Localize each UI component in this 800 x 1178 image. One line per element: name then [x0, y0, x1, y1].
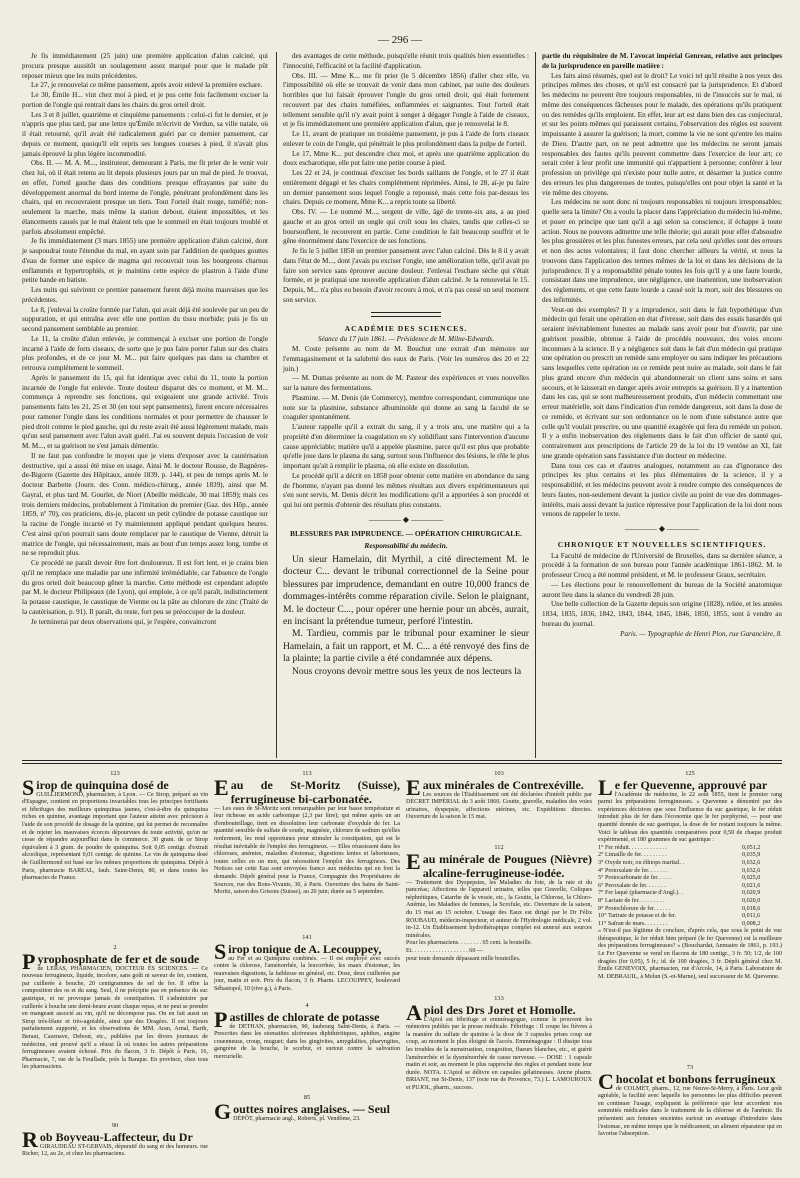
ad-number: 90 [111, 1122, 119, 1129]
advertisement-c2 [406, 844, 592, 992]
ad-drop-cap: S [214, 938, 227, 964]
ad-title: Rob Boyveau-Laffecteur, du Dr [22, 1126, 193, 1152]
paragraph: L'auteur rappelle qu'il a extrait du sang, il y a trois ans, une matière qui a la propriété d'en déterminer la coagulation en s'y solidifiant sans l'intervention d'aucune cause appréciable; matière qu'il a appelée plasmine, parce qu'il est plus que probable qu'elle joue dans le plasma du sang, surtout sous l'influence des lésions, le rôle le plus important qu'ait à remplir le plasma, où elle existe en dissolution. [283, 423, 529, 470]
paragraph: Les nuits qui suivirent ce premier pansement furent déjà moins mauvaises que les précédentes. [22, 286, 268, 304]
ad-body: de DETHAN, pharmacien, 90, faubourg Saint-Denis, à Paris. — Prescrites dans les stomatites ulcéreuses diphthéritiques, aphthes, angine couenneuse, croup, muguet; dans les gingivites, amygdalites, pharyngites, gangrène de la bouche, le scorbut, et surtout contre la salivation mercurielle. [214, 1023, 400, 1060]
paragraph: M. Tardieu, commis par le tribunal pour examiner le sieur Hamelain, a fait un rapport, et M. C... a été renvoyé des fins de la plainte; la partie civile a été condamnée aux dépens. [283, 628, 529, 665]
table-row [598, 913, 782, 921]
table-cell: 0,020,0 [742, 897, 761, 904]
column-2 [283, 52, 529, 678]
table-cell: 4° Protoxalate de fer. . . . . . . [598, 867, 668, 874]
ad-title: Eau de St-Moritz (Suisse), ferrugineuse bi-carbonatée. [214, 774, 400, 806]
paragraph: Veut-on des exemples? Il y a imprudence, soit dans le fait hypothétique d'un médecin qui ferait une opération en état d'ivresse, soit dans des essais hasardés qui seraient inévitablement funestes au malade sans avoir pour but d'ouvrir, par une guérison possible, obtenue à l'aide de procédés nouveaux, des voies encore inconnues à la science. Il y a négligence soit dans le fait d'un médecin qui pratique une opération ou prescrit un remède sans employer ou sans indiquer les précautions sans lesquelles cette opération ou ce remède peut nuire au malade, soit dans le fait plus grand encore d'un médecin qui abandonnerait un client sans soins et sans secours, et le laisserait en danger après avoir entrepris sa guérison. Il y a inattention dans les cas, qui se sont malheureusement produits, d'un médecin commettant une erreur matérielle, soit dans l'indication d'un remède dangereux, soit dans la dose de ce remède, et écrivant sur son ordonnance ou le nom d'une substance autre que celle qu'il voulait prescrire, ou une quantité exagérée qui fera du remède un poison. Il y a enfin inobservation des règlements dans le fait d'un officier de santé qui, contrairement aux prescriptions de l'article 29 de la loi du 19 ventôse an XI, fait une grande opération sans l'assistance d'un docteur en médecine. [542, 305, 782, 460]
ad-number: 123 [110, 770, 120, 777]
ad-price-line: pour toute demande dépassant mille bouteilles. [406, 955, 521, 962]
ad-number: 125 [685, 770, 695, 777]
paragraph: Le 8, j'enlevai la croûte formée par l'alun, qui avait déjà été soulevée par un peu de suppuration, et qui entraîna avec elle une portion du tissu morbide; puis je fis un second pansement semblable au premier. [22, 305, 268, 333]
paragraph: — M. Dumas présente au nom de M. Pasteur des expériences et vues nouvelles sur la nature des fermentations. [283, 374, 529, 392]
table-row [598, 868, 782, 876]
chronique-heading: CHRONIQUE ET NOUVELLES SCIENTIFIQUES. [557, 539, 767, 549]
paragraph: Ce procédé ne paraît devoir être fort douloureux. Il est fort lent, et je crains bien qu'il ne remplace une maladie par une infirmité irrémédiable, car l'absence de l'ongle du gros orteil doit beaucoup gêner la marche. Cette méthode est cependant adoptée par M. le docteur Philipeaux (de Lyon), qui emploie, à ce qu'il paraît, indistinctement la potasse caustique, le caustique de Vienne ou la pâte au chlorure de zinc (Traité de la cautérisation, p. 91). Il paraît, du reste, fort peu se préoccuper de la douleur. [22, 559, 268, 616]
ad-body: au Fer et au Quinquina combinés. — Il est employé avec succès contre la chlorose, l'aménorrhée, la leucorrhée, les maux d'estomac, les mauvaises digestions, la faiblesse en général, etc. Dose, deux cuillerées par jour, matin et soir. Prix du flacon, 3 fr. Pharm. LECOUPPEY, boulevard Sébastopol, 10 (rive g.), à Paris. [214, 955, 400, 992]
table-cell: 11° Safran de mars. . . . . . . . [598, 920, 668, 927]
section-divider: ———— ◆ ———— [624, 524, 700, 533]
ad-drop-cap: P [214, 1006, 228, 1032]
ad-title: Chocolat et bonbons ferrugineux [598, 1068, 776, 1094]
advertisement-a2 [22, 944, 208, 1119]
paragraph: Le 30, Émile H... vint chez moi à pied, et je pus cette fois facilement exciser la portion de l'ongle qui rentrait dans les chairs du gros orteil droit. [22, 91, 268, 109]
advertisement-a1 [22, 770, 208, 940]
blessures-subheading: Responsabilité du médecin. [364, 541, 448, 551]
ad-drop-cap: P [22, 948, 36, 974]
advertisement-d2 [598, 1064, 782, 1172]
ad-price-line: Pour les pharmaciens. . . . . . . . 65 cent. la bouteille. [406, 940, 533, 947]
academie-text [283, 345, 529, 511]
ad-number: 141 [302, 934, 312, 941]
paragraph: Le 11, la croûte d'alun enlevée, je commençai à exciser une portion de l'ongle incarné à l'aide de forts ciseaux, de sorte que je pus faire porter l'alun sur des chairs plus profondes, et de ce jour M. M... put faire quelques pas dans sa chambre et retrouva complétement le sommeil. [22, 334, 268, 372]
table-row [598, 898, 782, 906]
ornament-divider [283, 312, 529, 318]
ad-body: Les sources de l'Établissement ont été déclarées d'intérêt public par DÉCRET IMPÉRIAL du 3 août 1860. Goutte, gravelle, maladies des voies urinaires, dyspepsie, affections utérines, etc. Expéditions directes. Ouverture de la saison le 15 mai. [406, 791, 592, 821]
ad-body: — Traitement des Dyspepsies, les Maladies du foie, de la rate et du pancréas; Affections de l'appareil urinaire, telles que Gravelle, Coliques néphrétiques, Catarrhe de la vessie, etc., la Goutte, la Chlorose, la Chloro-Anémie, les Maladies de femmes, la Scrofule, etc. Ouverture de la saison, du 15 mai au 15 octobre. L'usage des Eaux est dirigé par le Dr Félix ROUBAUD, médecin-inspecteur, et auteur de l'Hydrologie médicale, 2 vol. in-12. Un Établissement hydrothérapique complet est annexé aux sources minérales. [406, 879, 592, 939]
seance-line: Séance du 17 juin 1861. — Présidence de M. Milne-Edwards. [317, 335, 495, 344]
table-cell: 2° Limaille de fer. . . . . . . . . [598, 852, 667, 859]
paragraph: Obs. II. — M. A. M..., instituteur, demeurant à Paris, me fit prier de le venir voir chez lui, où il était retenu au lit depuis plusieurs jours par un mal de pied. Je trouvai, en effet, l'orteil gauche dans des conditions presque effrayantes par suite du développement anormal du bord interne de l'ongle, pénétrant profondément dans les chairs, qui en recouvraient presque un tiers. Tout l'orteil était rouge, tuméfié; non-seulement la marche, mais même la station debout, étaient impossibles, et les élancements causés par le mal étaient tels que le sommeil en était toujours troublé et parfois absolument empêché. [22, 159, 268, 236]
table-cell: 1° Fer réduit. . . . . . . . . . . . . [598, 844, 667, 851]
advertisement-c3 [406, 995, 592, 1173]
paragraph: Obs. IV. — Le nommé M..., sergent de ville, âgé de trente-six ans, a au pied gauche et au gros orteil un ongle qui croît sous les chairs, tandis que celles-ci se boursouflent, le recouvrent en partie. Cette condition le fait beaucoup souffrir et le gêne énormément dans l'exercice de ses fonctions. [283, 208, 529, 246]
ad-number: 85 [303, 1094, 311, 1101]
ad-number: 103 [494, 770, 504, 777]
academie-heading: ACADÉMIE DES SCIENCES. [344, 323, 468, 333]
ads-top-rule-2 [22, 763, 782, 764]
paragraph: — Les élections pour le renouvellement du bureau de la Société anatomique auront lieu dans la séance du vendredi 28 juin. [542, 580, 782, 599]
ad-body: de COLMET, pharm., 12, rue Neuve-St-Merry, à Paris. Leur goût agréable, la facilité avec laquelle les personnes les plus difficiles peuvent en continuer l'usage, expliquent la préférence que leur accordent nos sommités médicales dans le traitement de la chlorose et de l'anémie. Ils présentent aux femmes enceintes surtout un avantage d'introduire dans l'estomac, en même temps que le médicament, un aliment réparateur qui en favorise l'absorption. [598, 1085, 782, 1138]
ad-drop-cap: E [406, 848, 421, 874]
section-divider: ———— ◆ ———— [368, 514, 444, 524]
paragraph: Le procédé qu'il a décrit en 1858 pour obtenir cette matière en abondance du sang de l'homme, n'ayant pas donné les mêmes résultats aux divers expérimentateurs qui s'en sont servis, M. Denis décrit les modifications qu'il a apportées à son procédé et qui lui ont permis d'obtenir des résultats plus constants. [283, 471, 529, 509]
table-cell: 0,011,6 [742, 913, 761, 920]
table-cell: 5° Protocarbonate de fer. . . . . [598, 875, 671, 882]
advertisement-b1 [214, 770, 400, 930]
advertisement-b4 [214, 1094, 400, 1170]
chronique-text [542, 552, 782, 630]
advertisement-b3 [214, 1002, 400, 1090]
table-row [598, 890, 782, 898]
table-cell: 6° Peroxalate de fer. . . . . . . [598, 882, 666, 889]
table-cell: 0,021,6 [742, 882, 761, 889]
paragraph: Je fis le 5 juillet 1858 un premier pansement avec l'alun calciné. Dès le 8 il y avait dans l'état de M..., dont j'avais pu exciser l'ongle, une amélioration telle, qu'il avait pu faire son service sans éprouver aucune douleur. J'enlevai l'eschare sèche qui s'était formée, et je pratiquai une nouvelle application d'alun calciné. Je la renouvelai le 15. Depuis, M... n'a plus eu besoin d'avoir recours à moi, et n'a pas cessé un seul moment son service. [283, 247, 529, 304]
ad-title: Eaux minérales de Contrexéville. [406, 774, 584, 800]
advertisement-b2 [214, 934, 400, 998]
table-cell: 7° Fer laqué (pharmacie d'Angl.). . [598, 890, 683, 897]
table-cell: 0,018,6 [742, 905, 761, 912]
table-cell: 0,025,0 [742, 875, 761, 882]
ad-title: Pastilles de chlorate de potasse [214, 1006, 380, 1032]
column-divider [535, 52, 536, 758]
ads-top-rule [22, 760, 782, 761]
paragraph: Les 22 et 24, je continuai d'exciser les bords saillants de l'ongle, et le 27 il était entièrement dégagé et les chairs complétement réprimées. Ainsi, le 28, aï-je pu faire un dernier pansement sous lequel l'ongle a repoussé, mais cette fois par-dessus les chairs. Depuis ce moment, Mme K... a repris toute sa liberté. [283, 169, 529, 207]
table-cell: 0,032,6 [742, 859, 761, 866]
ad-title: Pyrophosphate de fer et de soude [22, 948, 200, 974]
advertisement-a3 [22, 1122, 208, 1172]
paragraph: Une belle collection de la Gazette depuis son origine (1828), reliée, et les années 1834, 1835, 1836, 1842, 1843, 1844, 1845, 1846, 1850, 1855, sont à vendre au bureau du journal. [542, 600, 782, 628]
paragraph: Je fis immédiatement (25 juin) une première application d'alun calciné, qui procura presque aussitôt un soulagement assez marqué pour que le malade pût reposer mieux que les nuits précédentes. [22, 52, 268, 80]
table-row [598, 875, 782, 883]
column-1-text [22, 52, 268, 627]
advertisement-d1 [598, 770, 782, 1060]
ad-title: Apiol des Drs Joret et Homolle. [406, 999, 576, 1025]
paragraph: Les médecins ne sont donc ni toujours responsables ni toujours irresponsables; quelle sera la limite? On a voulu la placer dans l'appréciation du médecin lui-même, et poser en principe que tant qu'il a agi selon sa conscience, il échappe à toute action. Nous ne pouvons admettre une telle théorie; qui aurait pour effet d'absoudre les plus grossières et les plus funestes erreurs, par cela seul qu'elles sont des erreurs et non des actes volontaires; il faut donc chercher ailleurs la vérité, et nous la trouvons dans l'application des termes mêmes de la loi et dans les décisions de la jurisprudence. Il y a responsabilité pénale toutes les fois qu'il y a une faute lourde, consistant dans une imprudence, une négligence, une inattention, une inobservation des règlements, et que cette faute lourde a causé soit la mort, soit des blessures ou des infirmités. [542, 198, 783, 304]
ad-title: Le fer Quevenne, approuvé par [598, 774, 768, 800]
iron-table [598, 845, 782, 929]
paragraph: Les 3 et 8 juillet, quatrième et cinquième pansements : celui-ci fut le dernier, et je n'appris que plus tard, par une lettre qu'Émile m'écrivit de Verdun, sa ville natale, où il était retourné, qu'il avait été radicalement guéri par ce dernier pansement, car depuis ce moment, quoiqu'il eût repris ses longues courses à pied, il n'avait plus jamais éprouvé la plus légère incommodité. [22, 110, 268, 158]
table-row [598, 906, 782, 914]
ad-number: 133 [494, 995, 504, 1002]
ad-body: de LERAS, PHARMACIEN, DOCTEUR ÈS SCIENCES. — Ce nouveau ferrugineux, liquide, incolore, sans goût ni saveur de fer, contient, par cuillerée à bouche, 20 centigrammes de sel de fer. Il offre la composition des os et du sang. Seul, il ne précipite pas en présence du suc gastrique, et ne provoque jamais de constipation. Il s'administre par cuillerée à bouche une demi-heure avant chaque repas, et ne peut se prendre en mangeant associé au vin, qu'il ne décompose pas. On en fait aussi un Sirop très-blanc et très-agréable, ainsi que des Dragées. Il est toujours parfaitement supporté, et les observations de MM. Aran, Arnal, Barth, Beraut, Cazenave, Debout, etc., publiées par les divers journaux de médecine, ont prouvé qu'il a réussi là où toutes les autres préparations ferrugineuses avaient échoué. Prix du flacon, 3 fr. Dépôt à Paris, 16, Pharmacie, 7, rue de la Feuillade, près la Banque. En province, chez tous les pharmaciens. [22, 965, 208, 1071]
ad-drop-cap: E [214, 774, 229, 800]
blessures-heading: BLESSURES PAR IMPRUDENCE. — OPÉRATION CHIRURGICALE. [290, 528, 522, 538]
paragraph: Je terminerai par deux observations qui, je l'espère, convaincront [31, 617, 217, 626]
advertisement-c1 [406, 770, 592, 840]
table-cell: 8° Lactate de fer. . . . . . . . . [598, 897, 665, 904]
ad-title: Eau minérale de Pougues (Nièvre) alcaline-ferrugineuse-iodée. [406, 848, 592, 880]
table-cell: 9° Protochlorure de fer. . . . . . [598, 905, 671, 912]
column-3 [542, 52, 782, 639]
paragraph: M. Coste présente au nom de M. Bouchut une extrait d'un mémoire sur l'emmagasinement et la salubrité des eaux de Paris. (Voir les numéros des 20 et 22 juin.) [283, 345, 529, 373]
table-row [598, 852, 782, 860]
ad-drop-cap: A [406, 999, 422, 1025]
ad-drop-cap: E [406, 774, 421, 800]
paragraph: Un sieur Hamelain, dit Myrthil, a cité directement M. le docteur C... devant le tribunal correctionnel de la Seine pour blessures par imprudence, demandant en outre 10,000 francs de dommages-intérêts comme réparation civile. Selon le plaignant, M. le docteur C..., pour opérer une hernie pour un abcès, aurait, en incisant la prétendue tumeur, perforé l'intestin. [283, 554, 529, 628]
paragraph: Le 17, Mme K... put descendre chez moi, et après une quatrième application du doux escharotique, elle put faire une petite course à pied. [283, 149, 529, 168]
table-cell: 10° Tartrate de potasse et de fer. [598, 913, 677, 920]
ad-price-line: Et. . . . . . . . . . . . . . . . . . . 60 — [406, 947, 484, 954]
ad-title: Sirop de quinquina dosé de [22, 774, 169, 800]
paragraph: Les faits ainsi résumés, quel est le droit? Le voici tel qu'il résulte à nos yeux des principes mêmes des choses, et qu'il est consacré par la jurisprudence. Et d'abord les médecins ne peuvent être toujours responsables, ni de l'insuccès sur le mal, ni même des conséquences fâcheuses pour le malade, des opérations qu'ils pratiquent ou des remèdes qu'ils emploient. En effet, leur art est dans bien des cas conjectural, et sur les points mêmes qui paraissent certains, l'observation des règles est souvent impuissante à assurer la guérison; la mort, comme la vie ne sont qu'entre les mains de Dieu. D'autre part, on ne peut admettre que les médecins ne seront jamais responsables des fautes qu'ils peuvent commettre dans l'exercice de leur art; ce serait créer à leur profit une immunité qui n'appartient à personne; conférer à leur profession un privilège qui n'existe pour nulle autre, et désarmer la justice contre des erreurs les plus dangereuses de toutes, puisqu'elles ont pour objet la santé et la vie même des citoyens. [542, 71, 782, 197]
ad-number: 113 [302, 770, 312, 777]
paragraph: des avantages de cette méthode, puisqu'elle réunit trois qualités bien essentielles : l'innocuité, l'efficacité et la facilité d'application. [283, 52, 529, 70]
ad-body-continued: « N'est-il pas légitime de conclure, d'après cela, que sous le point de vue thérapeutique, le fer réduit bien préparé (le fer Quevenne) est la meilleure des préparations ferrugineuses? » (Bouchardat, Annuaire de 1861, p. 193.) Le Fer Quevenne se vend en flacons de 180 centigr., 3 fr. 50; 1/2, de 100 dragées (fer 0,05), 5 fr.; id. de 100 dragées, 3 fr. Dépôt général chez M. Émile GENEVOIX, pharmacien, rue d'Arcole, 14, à Paris. Laboratoire de M. DEBRAUIL, à Melun (S.-et-Marne), seul successeur de M. Quevenne. [598, 928, 782, 980]
blessures-text [283, 554, 529, 678]
ad-drop-cap: S [22, 774, 35, 800]
column-divider [276, 52, 277, 758]
ad-number: 2 [113, 944, 117, 951]
paragraph: Il ne faut pas confondre le moyen que je viens d'exposer avec la cautérisation destructive, qui a aussi été mise en usage. Ainsi M. le docteur Rousse, de Bagnères-de-Bigorre (Gazette des Hôpitaux, année 1839, p. 144), et peu de temps après M. le docteur Barbette (Journ. des Conn. médico-chirurg., année 1839), ainsi que M. Gayral, et plus tard M. Gourlet, de Niort (Abeille médicale, 30 mai 1859); mais ces trois derniers médecins, probablement à l'imitation du premier (Gaz. des Hôp., année 1859, nº 70), ces praticiens, dis-je, placent un petit cylindre de potasse caustique sur la racine de l'ongle incarné et l'y maintiennent appliqué pendant quelques heures. C'est ainsi qu'on pourrait sans doute remplacer par le caustique de Vienne, détruit la matrice de l'ongle, qui nécessairement, mais au bout d'un temps assez long, tombe et ne se reproduit plus. [22, 451, 268, 558]
ad-drop-cap: R [22, 1126, 38, 1152]
ad-body: GUILLIERMOND, pharmacien, à Lyon. — Ce Sirop, préparé au vin d'Espagne, contient en proportions invariables tous les principes fortifiants et fébrifuges des meilleurs quinquinas jaunes, c'est-à-dire du quinquina riches en quinine, avantage important que l'auteur atteint avec précision à l'aide de son procédé de dosage de la quinine, qui lui permet de reconnaître et de rejeter les mauvaises écorces dépourvues de toute activité, qu'on ne cesse de répandre aujourd'hui dans le commerce. 30 gram. de ce Sirop équivalent à 3 gram. de poudre de quinquina. Soit 0,05 centigr. d'extrait alcoolique, représentant 0,01 centigr. de quinine. Le vin de quinquina dosé de Guilliermond est basé sur les mêmes proportions de quinquina. Dépôt à Paris, pharmacie BAREAL, faub. Saint-Denis, 80, et dans toutes les pharmacies de France. [22, 791, 208, 882]
ad-drop-cap: C [598, 1068, 614, 1094]
ad-body: GIRAUDEAU ST-GERVAIS, dépuratif du sang et des humeurs. rue Richer, 12, au 2e, et chez les pharmaciens. [22, 1143, 208, 1158]
table-row [598, 921, 782, 929]
paragraph: Le 11, avant de pratiquer un troisième pansement, je pus à l'aide de forts ciseaux enlever le coin de l'ongle, qui pénétrait le plus profondément dans la pulpe de l'orteil. [283, 130, 529, 148]
requisitoire-intro: partie du réquisitoire de M. l'avocat impérial Genreau, relative aux principes de la jurisprudence en pareille matière : [542, 52, 782, 70]
paragraph: Dans tous ces cas et d'autres analogues, notamment au cas d'ignorance des principes les plus certains et les plus élémentaires de la science, il y a responsabilité, et les médecins peuvent avoir à rendre compte des conséquences de leurs fautes, non-seulement devant la justice civile au point de vue des dommages-intérêts, mais aussi devant la justice répressive pour l'application de la loi dont nous venons de rappeler le texte. [542, 461, 782, 519]
paragraph: Le 27, je renouvelai ce même pansement, après avoir enlevé la première eschare. [31, 81, 263, 90]
table-cell: 3° Oxyde noir, ou éthiops martial. . [598, 859, 684, 866]
column-2-text [283, 52, 529, 306]
table-cell: 0,032,6 [742, 867, 761, 874]
paragraph: La Faculté de médecine de l'Université de Bruxelles, dans sa dernière séance, a procédé à la formation de son bureau pour l'année académique 1861-1862. M. le professeur Crocq a été nommé président, et M. le professeur Graux, secrétaire. [542, 551, 782, 579]
printer-imprint: Paris. — Typographie de Henri Plon, rue Garancière, 8. [620, 629, 782, 638]
table-cell: 0,020,9 [742, 890, 761, 897]
paragraph: Obs. III. — Mme K... me fit prier (le 5 décembre 1856) d'aller chez elle, vu l'impossibilité où elle se trouvait de venir dans mon cabinet, par suite des douleurs horribles que lui faisait éprouver l'ongle du gros orteil droit, qui était fortement recouvert par des chairs tuméfiées, enflammées et saignantes. Tout l'orteil était tellement sensible qu'il n'y avait point à songer à dégager l'ongle à l'aide de ciseaux, et je fis immédiatement une première application d'alun, que je renouvelai le 8. [283, 71, 529, 129]
column-1 [22, 52, 268, 627]
paragraph: Nous croyons devoir mettre sous les yeux de nos lecteurs la [292, 665, 522, 677]
table-cell: 0,008,2 [742, 920, 761, 927]
table-cell: 0,035,9 [742, 852, 761, 859]
table-cell: 0,051,2 [742, 844, 761, 851]
ad-title: Gouttes noires anglaises. — Seul [214, 1098, 390, 1124]
ad-drop-cap: L [598, 774, 613, 800]
table-row [598, 860, 782, 868]
ad-body: l'Académie de médecine, le 22 août 1855, tient le premier rang parmi les préparations ferrugineuses. « Quevenne a démontré par des expériences décisives que sous l'influence du suc gastrique, le fer réduit introduit plus de fer dans l'économie que le fer porphyrisé, — pour une quantité donnée de suc gastrique, la dose de fer restant toujours la même. Voici le tableau des quantités comparatives pour 0,50 de chaque produit expérimenté, et 180 grammes de suc gastrique : [598, 791, 782, 844]
requisitoire-text [542, 72, 782, 521]
ad-number: 112 [494, 844, 504, 851]
paragraph: Je fis immédiatement (3 mars 1855) une première application d'alun calciné, dont je saupoudrai toute l'étendue du mal, en ayant soin par l'addition de quelques gouttes d'eau de former une espèce de magma qui recouvrait tous les bourgeons charnus enflammés et hypertrophiés, et je maintins cette espèce de plastron à l'aide d'une petite bande en batiste. [22, 237, 268, 285]
ad-body: L'Apiol est fébrifuge et emménagogue, comme le prouvent les mémoires publiés par la presse médicale. Fébrifuge : Il coupe les fièvres à la manière du sulfate de quinine à la dose de 3 capsules prises coup sur coup, au moment le plus éloigné de l'accès. Emménagogue : Il dissipe tous les troubles de la menstruation, congestion, flueurs blanches, etc., et guérit l'aménorrhée et la dysménorrhée de cause nerveuse. — DOSE : 1 capsule matin et soir, au moment le plus rapproché des règles et pendant toute leur durée. NOTA. L'Apiol se délivre en capsules gélatineuses. Ancne pharm. BRIANT, rue St-Denis, 137 (octe rue de Provence, 73.) L. LAMOUROUX et PUJOL, pharm., success. [406, 1016, 592, 1091]
ad-body: DÉPÔT, pharmacie angl., Roberts, pl. Vendôme, 23. [233, 1115, 361, 1122]
ad-drop-cap: G [214, 1098, 232, 1124]
ad-title: Sirop tonique de A. Lecouppey, [214, 938, 382, 964]
paragraph: Plasmine. — M. Denis (de Commercy), membre correspondant, communique une note sur la plasmine, substance albuminoïde qui donne au sang la faculté de se coaguler spontanément. [283, 393, 529, 422]
page-number: — 296 — [378, 34, 422, 46]
paragraph: Après le pansement du 15, qui fut identique avec celui du 11, toute la portion incarnée de l'ongle fut enlevée. Toute douleur disparut dès ce moment, et M. M... commença à reprendre ses fonctions, qui exigeaient une grande activité. Trois pansements faits les 21, 25 et 30 (en tout sept pansements), furent encore nécessaires pour ramener l'ongle dans les conditions normales et pour permettre de chausser le pied droit comme le pied gauche, qui du reste avait été aussi légèrement malade, mais qu'un seul pansement avec l'alun avait guéri. J'ai eu souvent depuis l'occasion de voir M. M..., et sa guérison ne s'est jamais démentie. [22, 373, 268, 450]
ad-number: 4 [305, 1002, 309, 1009]
ad-body: — Les eaux de St-Moritz sont remarquables par leur basse température et leur richesse en acide carbonique (2,3 par litre); qui même après un an d'embouteillage, tient en dissolution leur carbonate d'oxydule de fer. La quantité sensible de sulfate de soude, magnésie, chlorure de sodium qu'elles renferment, les rend opportunes pour stimuler la constipation, qui est le résultat inévitable de l'emploi des ferrugineux. — Elles réussissent dans les chloroses, anémies, maladies d'estomac, digestions lentes et laborieuses, toutes celles en un mot, qui nécessitent l'emploi des ferrugineux. Des Notices sur cette Eau sont envoyées franco aux médecins qui en font la demande. Dépôt général pour la France, Compagnie des Propriétaires de Sources, rue des Bons-Vivants, 30, à Paris. Ouverture des bains de Saint-Moritz, saison des Grisons (Suisse), au 20 juin; durée au 5 septembre. [214, 805, 400, 896]
ad-number: 73 [686, 1064, 694, 1071]
